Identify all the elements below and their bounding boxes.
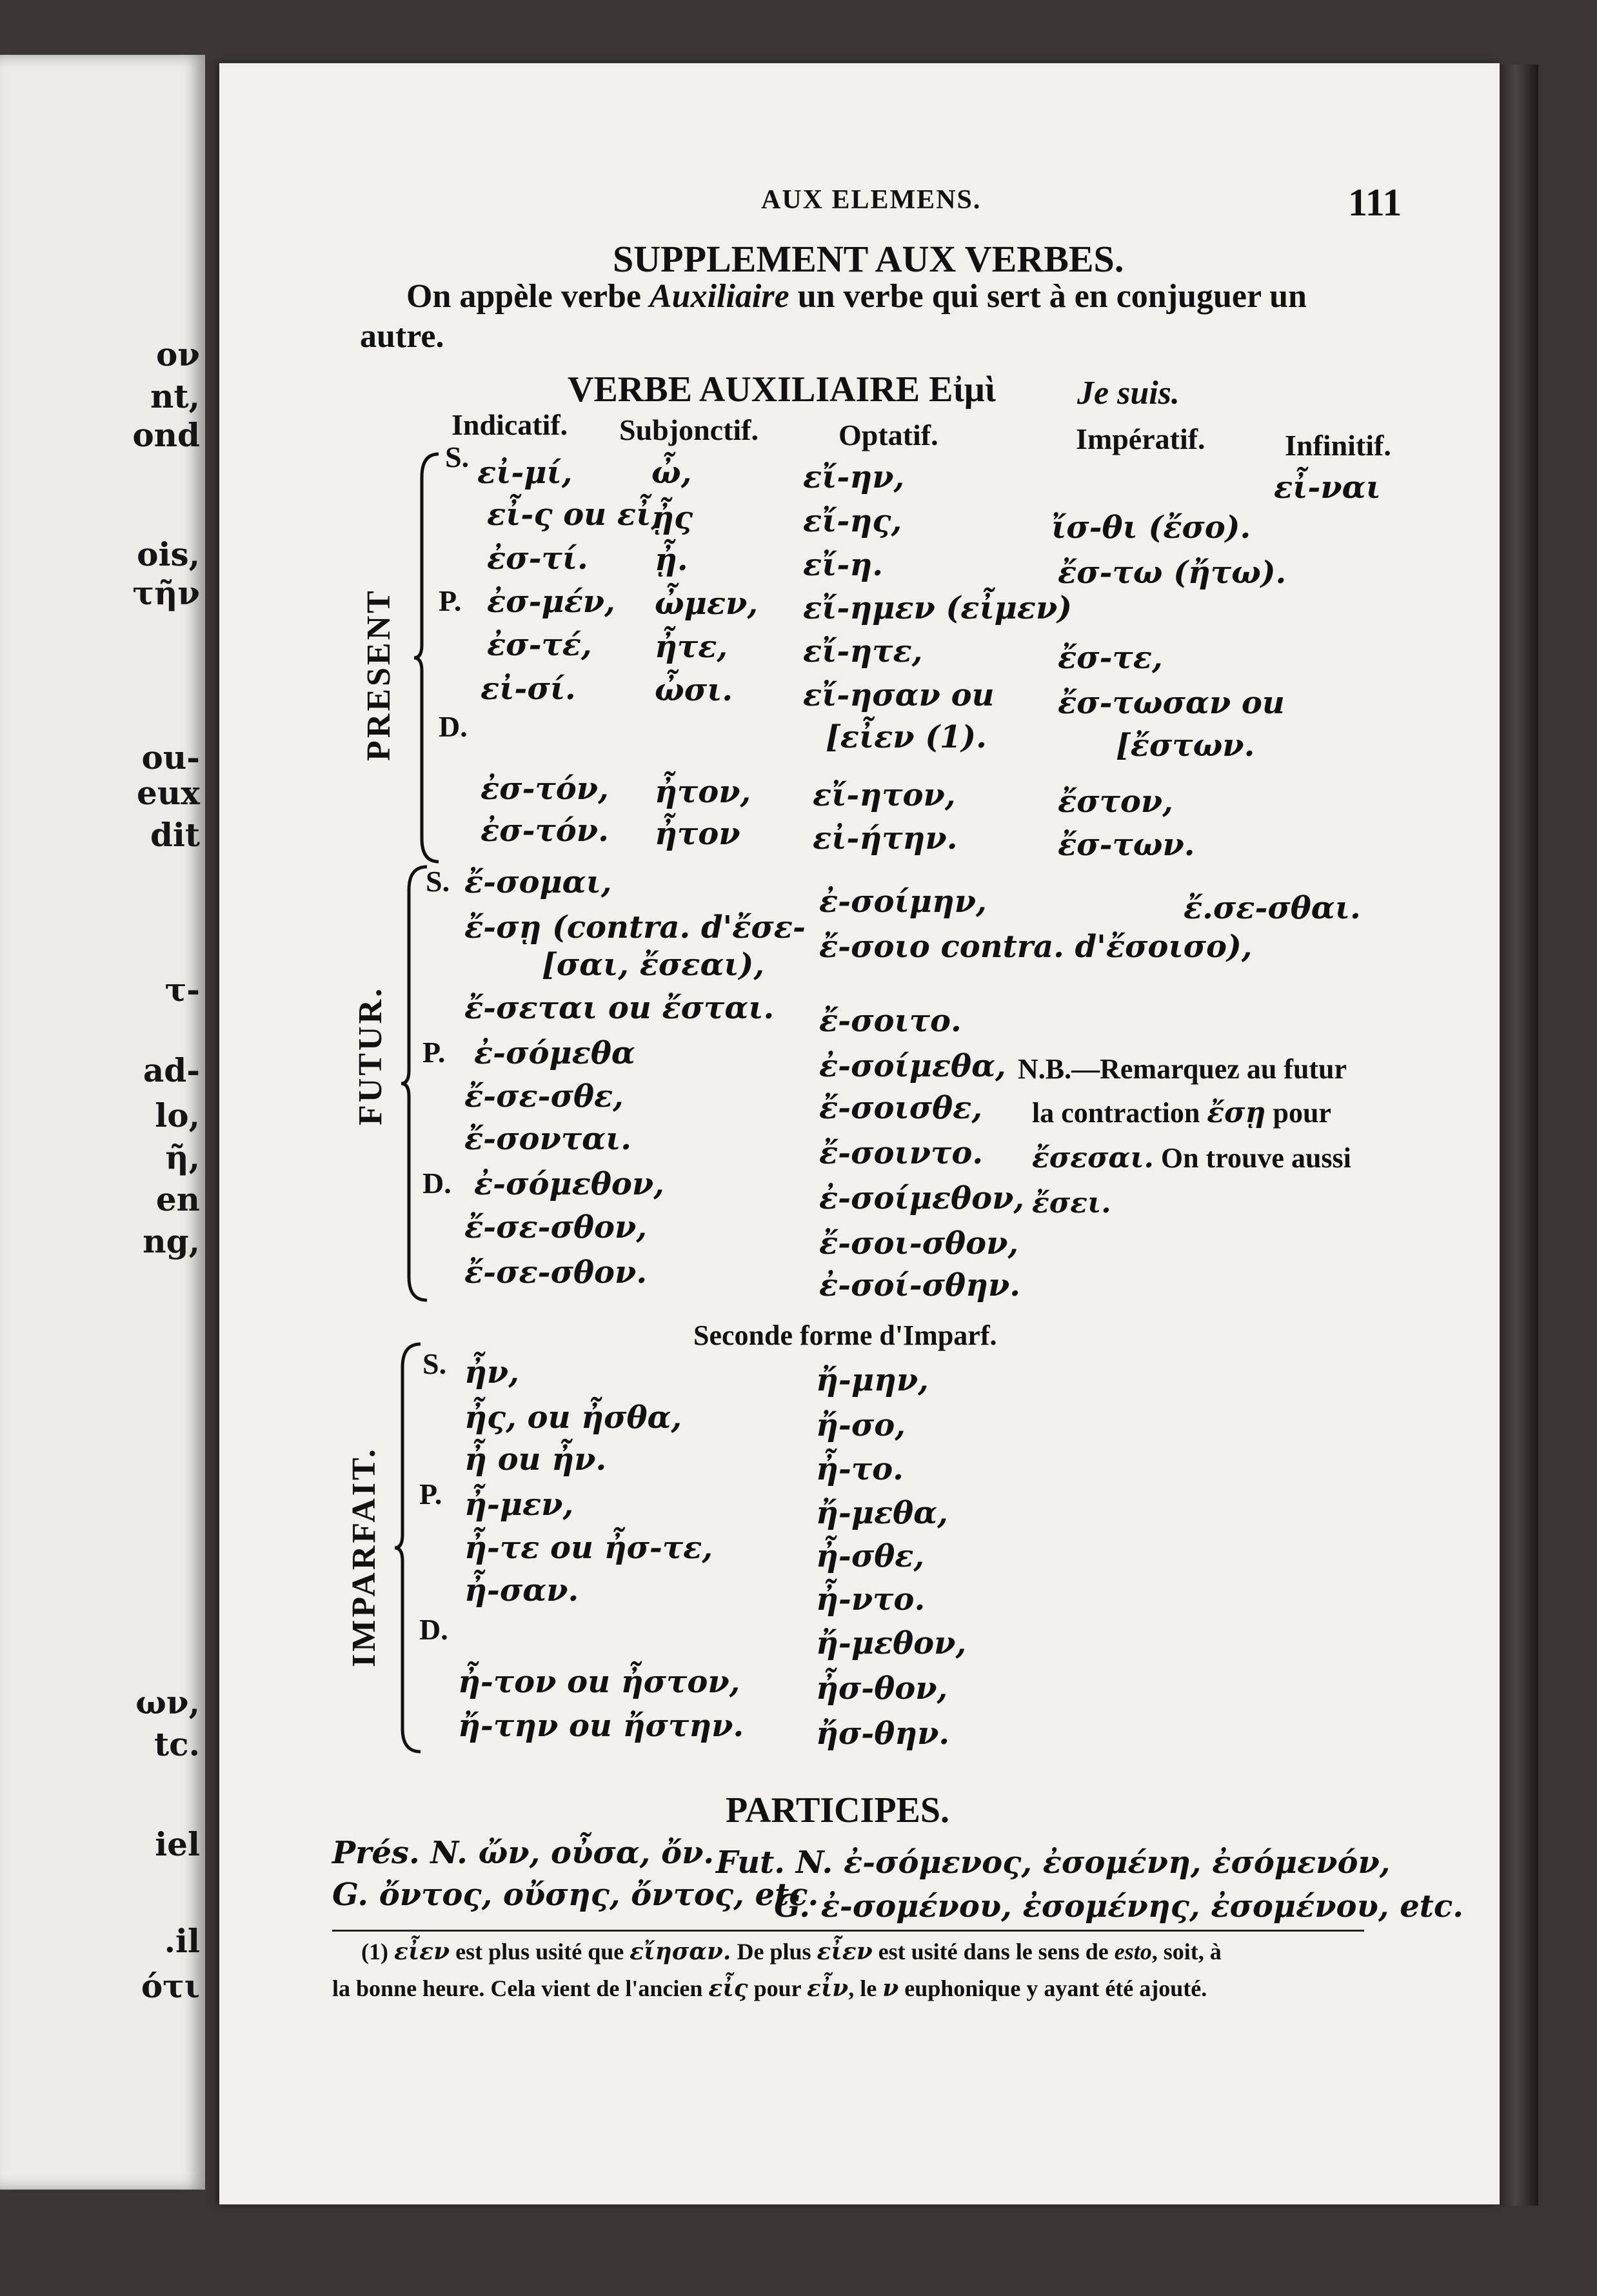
futur-opt: ἔ-σοιο contra. d'ἔσοισο),	[819, 929, 1253, 965]
present-opt: εἴ-ητον,	[813, 777, 956, 813]
facing-text: ng,	[143, 1222, 200, 1260]
present-ind: ἐσ-τέ,	[487, 627, 592, 663]
number-dual: D.	[419, 1613, 448, 1646]
present-opt: εἴ-ητε,	[803, 633, 923, 669]
futur-ind: ἔ-σε-σθον,	[464, 1209, 648, 1245]
futur-ind: ἐ-σόμεθα	[474, 1035, 635, 1071]
present-ind: εἰ-μί,	[477, 455, 573, 491]
intro-line-2: autre.	[360, 318, 444, 355]
facing-text: ότι	[141, 1967, 200, 2005]
futur-opt: ἐ-σοί-σθην.	[819, 1267, 1020, 1303]
imparfait-second-form: ἦσ-θον,	[816, 1670, 948, 1707]
number-singular: S.	[445, 440, 470, 473]
futur-brace	[400, 864, 432, 1303]
facing-text: ois,	[137, 535, 200, 573]
second-form-heading: Seconde forme d'Imparf.	[693, 1320, 997, 1351]
number-dual: D.	[439, 710, 468, 743]
facing-text: lo,	[155, 1096, 200, 1134]
facing-text: τ-	[164, 971, 200, 1009]
imparfait-second-form: ἤ-σο,	[816, 1407, 906, 1443]
present-brace	[413, 451, 445, 864]
number-plural: P.	[422, 1036, 446, 1069]
present-opt: εἴ-η.	[803, 547, 883, 583]
present-sub: ἦτον,	[655, 774, 751, 810]
present-imp: ἴσ-θι (ἔσο).	[1051, 510, 1251, 546]
present-imp: ἔσ-τω (ἤτω).	[1058, 555, 1287, 591]
participes-title: PARTICIPES.	[726, 1790, 950, 1830]
imparfait-form: ἦ-τε ou ἦσ-τε,	[464, 1530, 713, 1566]
facing-text: ond	[132, 416, 200, 454]
col-indicatif: Indicatif.	[451, 408, 568, 441]
imparfait-second-form: ἦ-σθε,	[816, 1538, 925, 1574]
futur-ind: ἔ-σε-σθον.	[464, 1254, 648, 1291]
number-plural: P.	[439, 584, 462, 617]
imparfait-form: ἦ-τον ou ἦστον,	[458, 1664, 740, 1700]
futur-ind: ἔ-σε-σθε,	[464, 1078, 624, 1114]
verb-meaning: Je suis.	[1077, 375, 1180, 411]
present-imp: ἔστον,	[1058, 784, 1173, 820]
number-dual: D.	[422, 1167, 451, 1200]
futur-opt: ἔ-σοι-σθον,	[819, 1225, 1019, 1262]
facing-text: nt,	[150, 377, 200, 415]
facing-text: tc.	[154, 1725, 200, 1763]
imparfait-form: ἦ-σαν.	[464, 1572, 579, 1608]
present-sub: ὦσι.	[655, 672, 733, 708]
facing-text: τῆν	[132, 574, 200, 612]
footnote-line-1: (1) εἶεν est plus usité que εἴησαν. De plus εἶεν est usité dans le sens de esto, soit, à	[361, 1938, 1222, 1965]
col-subjonctif: Subjonctif.	[619, 413, 759, 446]
facing-text: .il	[164, 1922, 200, 1960]
number-plural: P.	[419, 1478, 442, 1510]
footnote-line-2: la bonne heure. Cela vient de l'ancien εἶς pour εἶν, le ν euphonique y ayant été ajouté.	[332, 1975, 1207, 2002]
page-edge	[1500, 64, 1538, 2206]
facing-text: iel	[155, 1825, 200, 1863]
present-ind: εἶ-ς ou εἶ,	[487, 497, 662, 533]
present-opt: εἴ-ην,	[803, 459, 905, 495]
intro-emphasis: Auxiliaire	[649, 278, 789, 315]
present-opt: εἴ-ησαν ou	[803, 677, 995, 713]
facing-text: ῆ,	[165, 1138, 200, 1176]
participle-present-g: G. ὄντος, οὔσης, ὄντος, etc.	[332, 1877, 819, 1913]
imparfait-second-form: ἦ-ντο.	[816, 1581, 926, 1618]
imparfait-second-form: ἤσ-θην.	[816, 1716, 950, 1752]
futur-opt: ἔ-σοιντο.	[819, 1135, 984, 1171]
intro-line-1: On appèle verbe Auxiliaire un verbe qui sert à en conjuguer un	[406, 278, 1307, 315]
imparfait-second-form: ἦ-το.	[816, 1451, 904, 1487]
futur-ind: ἐ-σόμεθον,	[474, 1166, 664, 1202]
present-imp: ἔσ-τωσαν ou	[1058, 685, 1285, 721]
participle-future-g: G. ἐ-σομένου, ἐσομένης, ἐσομένου, etc.	[774, 1888, 1463, 1925]
facing-page	[0, 55, 205, 2190]
verb-title: VERBE AUXILIAIRE Εἰμὶ	[568, 370, 996, 410]
present-sub: ἦτε,	[655, 629, 728, 665]
number-singular: S.	[422, 1347, 447, 1380]
futur-ind: ἔ-σονται.	[464, 1121, 631, 1157]
col-imperatif: Impératif.	[1076, 422, 1205, 455]
imparfait-second-form: ἤ-μεθα,	[816, 1495, 948, 1531]
futur-inf: ἔ.σε-σθαι.	[1184, 890, 1361, 926]
tense-label-present: PRESENT	[361, 588, 397, 761]
col-infinitif: Infinitif.	[1285, 429, 1391, 462]
facing-text: en	[155, 1180, 200, 1218]
futur-note: N.B.—Remarquez au futur	[1018, 1053, 1347, 1085]
present-sub: ὦμεν,	[655, 586, 759, 622]
imparfait-form: ἦς, ou ἦσθα,	[464, 1400, 682, 1436]
present-imp: [ἔστων.	[1116, 727, 1255, 764]
col-optatif: Optatif.	[838, 419, 938, 451]
futur-ind: ἔ-σομαι,	[464, 864, 612, 900]
facing-text: dit	[150, 816, 200, 854]
futur-opt: ἐ-σοίμην,	[819, 884, 987, 920]
running-title: AUX ELEMENS.	[761, 185, 982, 215]
facing-text: ον	[155, 335, 200, 373]
present-opt: εἴ-ης,	[803, 503, 902, 539]
footnote-rule	[332, 1930, 1364, 1932]
facing-text: ad-	[143, 1051, 200, 1089]
futur-ind: ἔ-σῃ (contra. d'ἔσε-	[464, 909, 806, 945]
present-imp: ἔσ-τε,	[1058, 640, 1163, 676]
imparfait-form: ἦ ou ἦν.	[464, 1441, 607, 1478]
present-ind: ἐσ-τόν.	[481, 813, 609, 849]
imparfait-second-form: ἤ-μην,	[816, 1362, 929, 1398]
section-title: SUPPLEMENT AUX VERBES.	[613, 238, 1124, 280]
present-inf: εἶ-ναι	[1274, 470, 1381, 506]
futur-opt: ἔ-σοιτο.	[819, 1003, 962, 1039]
imparfait-form: ἤ-την ou ἤστην.	[458, 1708, 744, 1744]
present-ind: ἐσ-τόν,	[481, 771, 609, 807]
present-sub: ὦ,	[651, 455, 692, 491]
present-opt: [εἶεν (1).	[826, 719, 987, 755]
present-imp: ἔσ-των.	[1058, 827, 1195, 863]
futur-opt: ἔ-σοισθε,	[819, 1090, 983, 1126]
present-ind: ἐσ-τί.	[487, 540, 588, 577]
participle-future-n: Fut. N. ἐ-σόμενος, ἐσομένη, ἐσόμενόν,	[716, 1845, 1391, 1881]
page-number: 111	[1348, 181, 1402, 224]
imparfait-form: ἦ-μεν,	[464, 1487, 574, 1523]
imparfait-brace	[393, 1341, 426, 1754]
present-opt: εἴ-ημεν (εἶμεν)	[803, 590, 1072, 626]
futur-note: ἔσει.	[1032, 1187, 1111, 1220]
present-sub: ᾖς	[651, 500, 693, 536]
futur-opt: ἐ-σοίμεθα,	[819, 1048, 1006, 1084]
participle-present-n: Prés. N. ὤν, οὖσα, ὄν.	[332, 1835, 715, 1871]
imparfait-second-form: ἤ-μεθον,	[816, 1625, 967, 1661]
present-sub: ἦτον	[655, 816, 740, 852]
present-ind: εἰ-σί.	[481, 671, 576, 707]
futur-ind: ἔ-σεται ou ἔσται.	[464, 990, 775, 1026]
present-opt: εἰ-ήτην.	[813, 820, 958, 856]
futur-note: ἔσεσαι. On trouve aussi	[1032, 1142, 1351, 1174]
futur-ind: [σαι, ἔσεαι),	[542, 947, 765, 983]
number-singular: S.	[426, 865, 450, 898]
tense-label-imparfait: IMPARFAIT.	[346, 1447, 382, 1667]
imparfait-form: ἦν,	[464, 1354, 519, 1390]
present-ind: ἐσ-μέν,	[487, 584, 615, 620]
present-sub: ᾖ.	[655, 542, 688, 578]
facing-text: ων,	[135, 1683, 200, 1721]
tense-label-futur: FUTUR.	[352, 985, 389, 1125]
futur-note: la contraction ἔσῃ pour	[1032, 1096, 1331, 1129]
facing-text: eux	[137, 774, 200, 812]
facing-text: ou-	[141, 738, 200, 777]
futur-opt: ἐ-σοίμεθον,	[819, 1180, 1025, 1216]
